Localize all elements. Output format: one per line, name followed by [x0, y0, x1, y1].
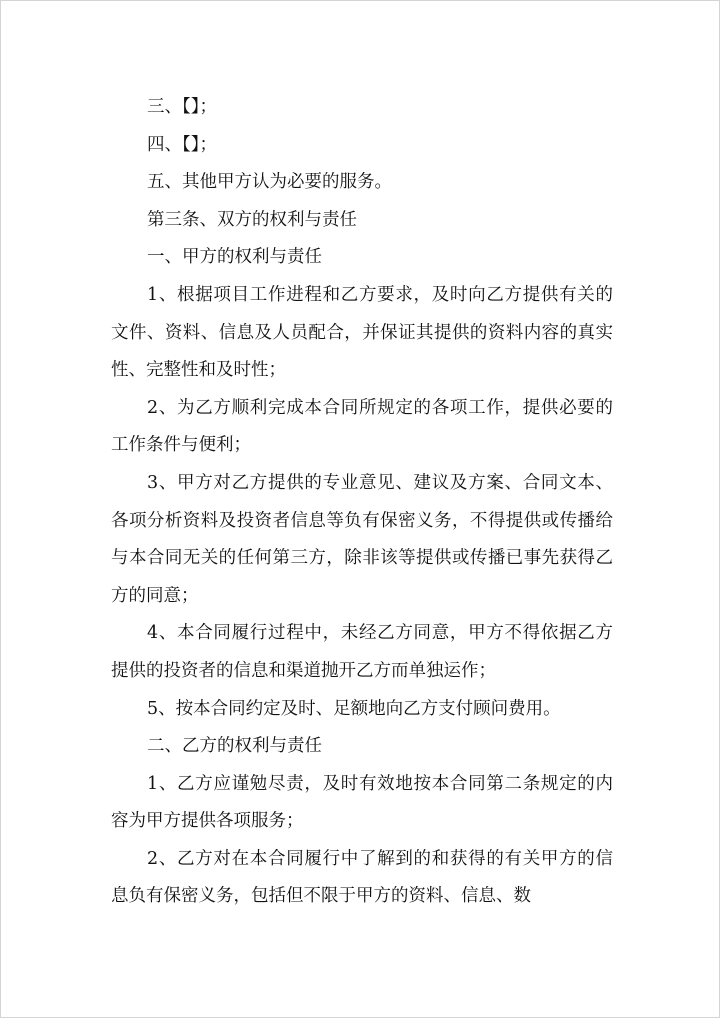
party-b-clause-2: 2、乙方对在本合同履行中了解到的和获得的有关甲方的信息负有保密义务，包括但不限于甲方的资料、信息、数: [111, 848, 613, 907]
clause-item-5: 五、其他甲方认为必要的服务。: [147, 172, 392, 193]
party-a-clause-4: 4、本合同履行过程中，未经乙方同意，甲方不得依据乙方提供的投资者的信息和渠道抛开乙方而单独运作；: [111, 623, 613, 681]
party-a-clause-3: 3、甲方对乙方提供的专业意见、建议及方案、合同文本、各项分析资料及投资者信息等负有保密义务，不得提供或传播给与本合同无关的任何第三方，除非该等提供或传播已事先获得乙方的同意；: [111, 472, 613, 606]
party-a-clause-1: 1、根据项目工作进程和乙方要求，及时向乙方提供有关的文件、资料、信息及人员配合，并保证其提供的资料内容的真实性、完整性和及时性；: [111, 284, 613, 381]
clause-item-4: 四、【】；: [147, 134, 217, 155]
article-3-heading: 第三条、双方的权利与责任: [147, 209, 357, 230]
document-body: [111, 89, 613, 916]
party-b-clause-1: 1、乙方应谨勉尽责，及时有效地按本合同第二条规定的内容为甲方提供各项服务；: [111, 773, 613, 832]
party-a-clause-2: 2、为乙方顺利完成本合同所规定的各项工作，提供必要的工作条件与便利；: [111, 397, 613, 456]
clause-item-3: 三、【】；: [147, 97, 217, 117]
section-party-b-heading: 二、乙方的权利与责任: [147, 736, 322, 757]
section-party-a-heading: 一、甲方的权利与责任: [147, 247, 322, 268]
party-a-clause-5: 5、按本合同约定及时、足额地向乙方支付顾问费用。: [147, 698, 561, 719]
